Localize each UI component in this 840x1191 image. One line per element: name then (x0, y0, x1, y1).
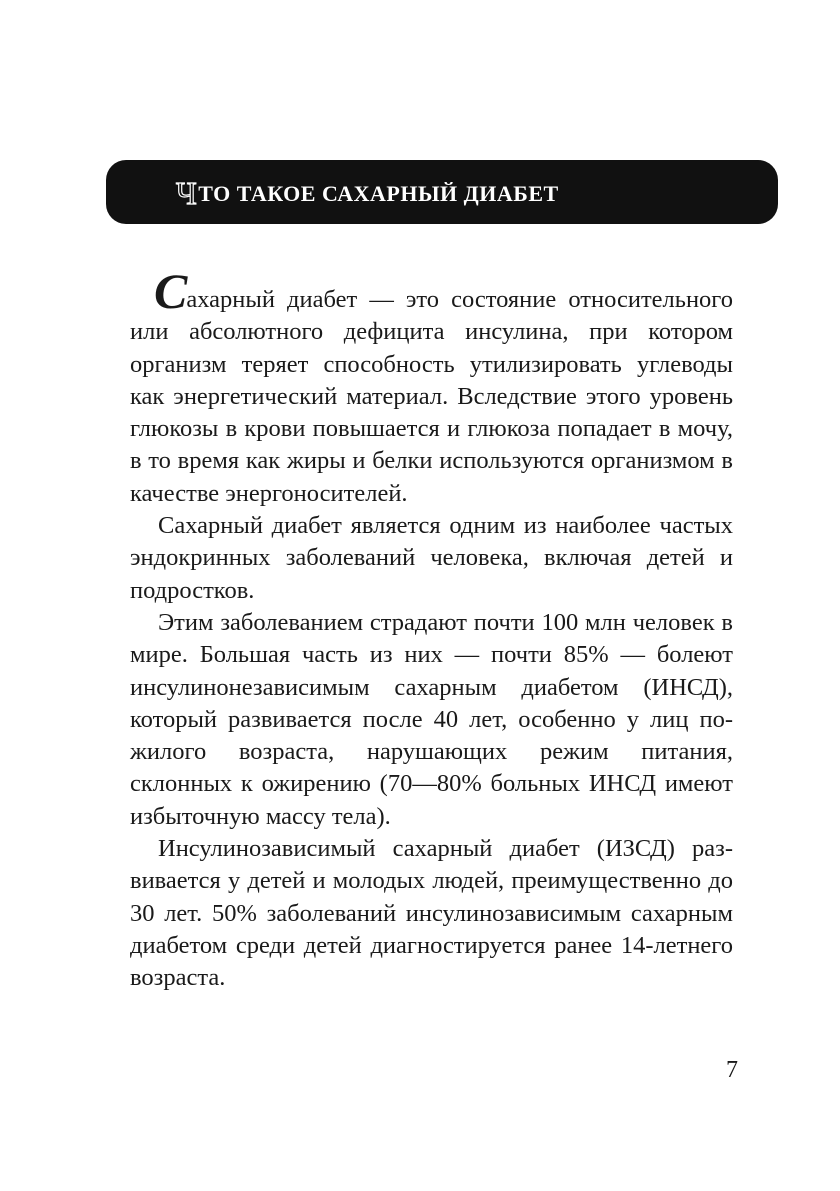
chapter-title-text: ТО ТАКОЕ САХАРНЫЙ ДИАБЕТ (198, 181, 559, 206)
paragraph-4: Инсулинозависимый сахарный диабет (ИЗСД) развивается у детей и молодых людей, преимущественно до 30 лет. 50% заболеваний инсулинозависимым сахарным диабетом среди детей диагностируется ранее 14-летнего возраста. (130, 835, 733, 992)
chapter-title-initial: Ч (176, 175, 198, 211)
paragraph-2: Сахарный диабет является одним из наиболее частых эндокринных заболеваний человека, включая детей и подростков. (130, 512, 733, 604)
body-text (130, 263, 733, 995)
page-number: 7 (726, 1057, 738, 1083)
drop-cap: С (154, 263, 186, 319)
paragraph-3: Этим заболеванием страдают почти 100 млн человек в мире. Большая часть из них — почти 85% — болеют инсулинонезависимым сахарным диабетом (ИНСД), который развивается после 40 лет, особенно у лиц пожилого возраста, нарушающих режим питания, склонных к ожирению (70—80% больных ИНСД имеют избыточную массу тела). (130, 608, 733, 830)
paragraph-1 (130, 263, 733, 510)
paragraph-1-text: ахарный диабет — это состояние относительного или абсолютного дефицита инсулина, при котором организм теряет способность утилизировать углеводы как энергетический материал. Вследствие этого уровень глюкозы в крови повышается и глюкоза попадает в мочу, в то время как жиры и белки используются организмом в качестве энергоносителей. (130, 286, 733, 507)
chapter-title (176, 171, 559, 215)
